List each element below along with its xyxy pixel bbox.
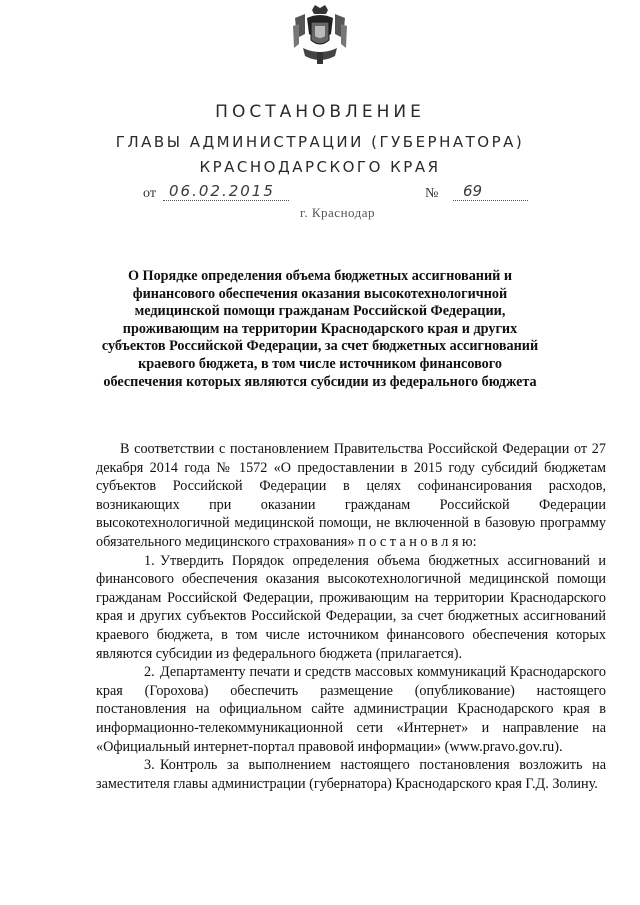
item-number: 3. — [144, 757, 155, 774]
item-text: Контроль за выполнением настоящего постановления возложить на заместителя главы администрации (губернатора) Краснодарского края Г.Д. Золину. — [96, 757, 606, 792]
coat-of-arms-emblem — [291, 4, 349, 66]
issuer-heading: ГЛАВЫ АДМИНИСТРАЦИИ (ГУБЕРНАТОРА) — [115, 133, 525, 151]
item-text: Департаменту печати и средств массовых коммуникаций Краснодарского края (Горохова) обеспечить размещение (опубликование) настоящего постановления на официальном сайте администрации Краснодарского края в информационно-телекоммуникационной сети «Интернет» и направление на «Официальный интернет-портал правовой информации» (www.pravo.gov.ru). — [96, 664, 606, 755]
item-number: 1. — [144, 552, 155, 569]
date-number-row — [0, 182, 640, 206]
item-number: 2. — [144, 664, 155, 681]
document-title: О Порядке определения объема бюджетных ассигнований и финансового обеспечения оказания высокотехнологичной медицинской помощи гражданам Российской Федерации, проживающим на территории Краснодарского края и других субъектов Российской Федерации, за счет бюджетных ассигнований краевого бюджета, в том числе источником финансового обеспечения которых являются субсидии из федерального бюджета — [101, 268, 539, 390]
document-body — [96, 440, 606, 793]
number-sign: № — [425, 186, 439, 201]
preamble-paragraph: В соответствии с постановлением Правительства Российской Федерации от 27 декабря 2014 года № 1572 «О предоставлении в 2015 году субсидий бюджетам субъектов Российской Федерации в целях софинансирования расходов, возникающих при оказании гражданам Российской Федерации высокотехнологичной медицинской помощи, не включенной в базовую программу обязательного медицинского страхования» п о с т а н о в л я ю: — [96, 441, 606, 550]
item-text: Утвердить Порядок определения объема бюджетных ассигнований и финансового обеспечения оказания высокотехнологичной медицинской помощи гражданам Российской Федерации, проживающим на территории Краснодарского края и других субъектов Российской Федерации, за счет бюджетных ассигнований краевого бюджета, в том числе источником финансового обеспечения которых являются субсидии из федерального бюджета (прилагается). — [96, 552, 606, 662]
region-heading: КРАСНОДАРСКОГО КРАЯ — [199, 158, 441, 176]
date-prefix: от — [143, 186, 156, 201]
list-item — [96, 756, 606, 793]
city-label: г. Краснодар — [300, 205, 376, 220]
document-date: 06.02.2015 — [163, 182, 289, 201]
list-item — [96, 663, 606, 756]
list-item — [96, 552, 606, 664]
document-number: 69 — [453, 182, 528, 201]
document-type-heading: ПОСТАНОВЛЕНИЕ — [215, 102, 425, 122]
